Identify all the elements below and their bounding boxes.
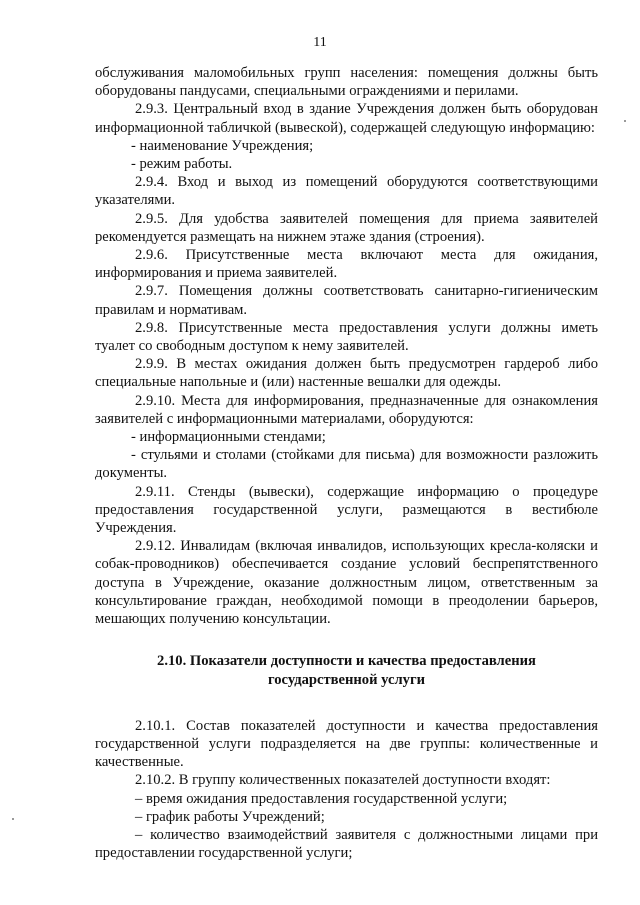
list-item: - стульями и столами (стойками для письма) для возможности разложить документы. [95, 447, 598, 482]
paragraph: 2.9.12. Инвалидам (включая инвалидов, использующих кресла-коляски и собак-проводников) обеспечивается создание условий беспрепятственного доступа в Учреждение, оказание должностным лицом, ответственным за консультирование граждан, необходимой помощи в преодолении барьеров, мешающих получению консультации. [95, 538, 598, 628]
list-item: - наименование Учреждения; [131, 137, 314, 154]
paragraph: 2.9.5. Для удобства заявителей помещения для приема заявителей рекомендуется размещать на нижнем этаже здания (строения). [95, 210, 598, 245]
paragraph: 2.10.1. Состав показателей доступности и качества предоставления государственной услуги подразделяется на две группы: количественные и качественные. [95, 717, 598, 771]
paragraph: 2.9.7. Помещения должны соответствовать санитарно-гигиеническим правилам и нормативам. [95, 283, 598, 318]
paragraph: 2.9.6. Присутственные места включают места для ожидания, информирования и приема заявителей. [95, 247, 598, 282]
document-body [95, 64, 598, 862]
section-heading: 2.10. Показатели доступности и качества предоставления государственной услуги [157, 653, 536, 688]
paragraph: 2.9.11. Стенды (вывески), содержащие информацию о процедуре предоставления государственной услуги, размещаются в вестибюле Учреждения. [95, 483, 598, 537]
paragraph: 2.10.2. В группу количественных показателей доступности входят: [135, 772, 551, 789]
scan-speck [12, 818, 14, 820]
list-item: – график работы Учреждений; [135, 808, 325, 825]
page-number: 11 [313, 35, 327, 50]
paragraph: 2.9.4. Вход и выход из помещений оборудуются соответствующими указателями. [95, 174, 598, 209]
list-item: - режим работы. [131, 156, 233, 173]
scan-speck [624, 120, 626, 122]
list-item: – количество взаимодействий заявителя с должностными лицами при предоставлении государственной услуги; [95, 826, 598, 862]
paragraph: 2.9.10. Места для информирования, предназначенные для ознакомления заявителей с информационными материалами, оборудуются: [95, 392, 598, 427]
paragraph: обслуживания маломобильных групп населения: помещения должны быть оборудованы пандусами, специальными ограждениями и перилами. [95, 65, 598, 100]
paragraph: 2.9.9. В местах ожидания должен быть предусмотрен гардероб либо специальные напольные и (или) настенные вешалки для одежды. [95, 356, 598, 391]
paragraph: 2.9.3. Центральный вход в здание Учреждения должен быть оборудован информационной табличкой (вывеской), содержащей следующую информацию: [95, 101, 598, 136]
list-item: - информационными стендами; [131, 429, 326, 446]
list-item: – время ожидания предоставления государственной услуги; [135, 790, 508, 807]
paragraph: 2.9.8. Присутственные места предоставления услуги должны иметь туалет со свободным доступом к нему заявителей. [95, 319, 598, 355]
